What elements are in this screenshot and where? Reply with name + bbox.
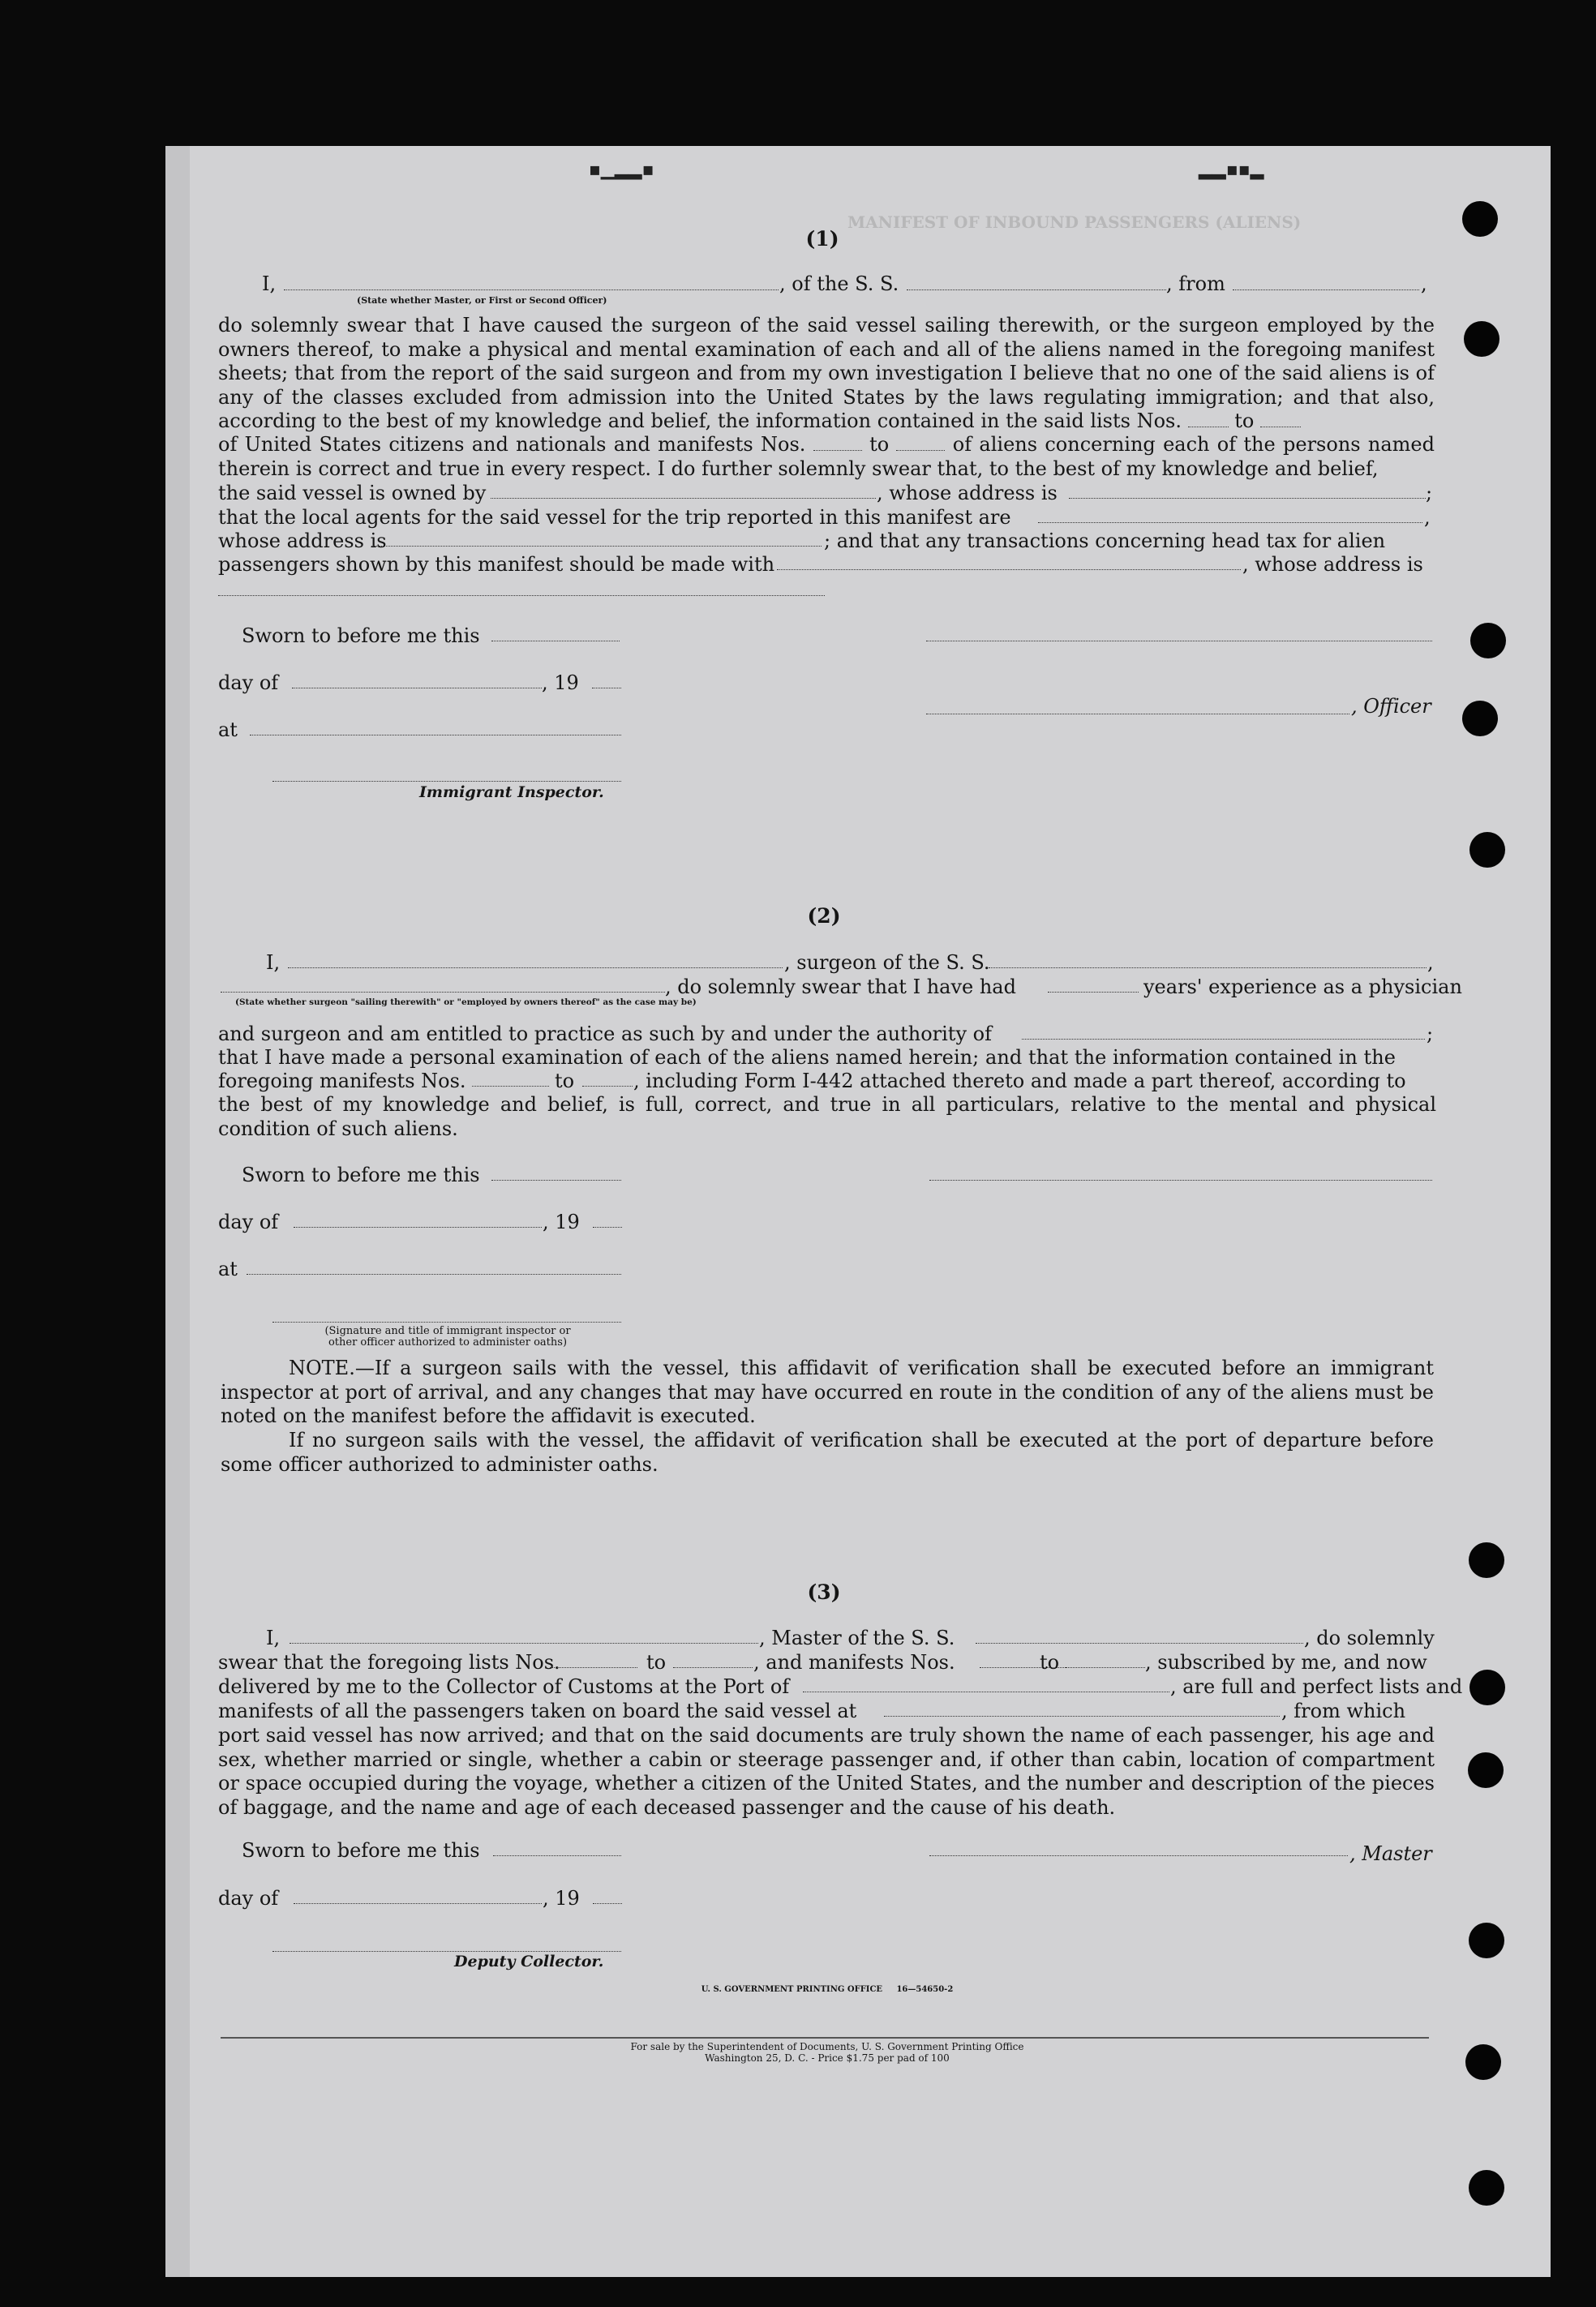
section2-day-of-label: day of	[218, 1211, 279, 1233]
head-tax-address-label: , whose address is	[1242, 553, 1423, 576]
surgeon-of-label: , surgeon of the S. S.	[784, 951, 990, 974]
section3-vessel-field[interactable]	[976, 1643, 1303, 1644]
section3-i: I,	[266, 1627, 281, 1649]
section1-year-label: , 19	[542, 671, 579, 694]
section2-manifests-to-field[interactable]	[582, 1086, 633, 1087]
punch-hole	[1468, 1752, 1504, 1788]
alien-manifests-to-field[interactable]	[896, 435, 945, 451]
section2-i: I,	[266, 951, 281, 974]
master-name-field[interactable]	[290, 1643, 758, 1644]
swear-lists-label: swear that the foregoing lists Nos.	[218, 1651, 560, 1674]
vessel-name-field[interactable]	[907, 289, 1166, 290]
head-tax-text: ; and that any transactions concerning head tax for alien	[824, 530, 1386, 552]
section3-lists-from-field[interactable]	[550, 1667, 637, 1668]
section3-body: port said vessel has now arrived; and that on the said documents are truly shown the name of each passenger, his age and sex, whether married or single, whether a cabin or steerage passenger and, if other than cabin, location of compartment or space occupied during the voyage, whether a citizen of the United States, and the number and description of the pieces of baggage, and the name and age of each deceased passenger and the cause of his death.	[218, 1724, 1435, 1819]
section2-comma: ,	[1427, 951, 1434, 974]
section3-manifests-to-field[interactable]	[1066, 1667, 1145, 1668]
master-of-label: , Master of the S. S.	[759, 1627, 955, 1649]
section1-caption: (State whether Master, or First or Second Officer)	[357, 295, 607, 306]
head-tax-party-field[interactable]	[777, 569, 1241, 570]
local-agents-field[interactable]	[1038, 522, 1422, 523]
section3-year-label: , 19	[543, 1887, 580, 1910]
punch-hole	[1462, 201, 1498, 237]
section2-caption: (State whether surgeon "sailing therewith" or "employed by owners thereof" as the case may be)	[235, 997, 697, 1007]
section3-sworn-label: Sworn to before me this	[242, 1839, 480, 1862]
punch-hole	[1465, 2044, 1501, 2080]
administering-officer-signature-field[interactable]	[272, 1322, 621, 1323]
section1-at-label: at	[218, 718, 238, 741]
authority-field[interactable]	[1022, 1039, 1425, 1040]
local-agents-comma: ,	[1424, 506, 1431, 529]
section2-note-1: NOTE.—If a surgeon sails with the vessel, this affidavit of verification shall be executed before an immigrant inspector at port of arrival, and any changes that may have occurred en route in the condition of any of the aliens must be noted on the manifest before the affidavit is executed.	[221, 1357, 1434, 1427]
section1-day-of-label: day of	[218, 671, 279, 694]
us-lists-to-field[interactable]	[1260, 412, 1301, 427]
master-signature-field[interactable]	[929, 1855, 1348, 1856]
section3-to1: to	[646, 1651, 667, 1674]
embarkation-port-field[interactable]	[884, 1716, 1280, 1717]
section1-body2a: of United States citizens and nationals and manifests Nos.	[218, 433, 806, 456]
section2-body-to: to	[555, 1070, 575, 1092]
alien-manifests-from-field[interactable]	[813, 435, 862, 451]
from-port-field[interactable]	[1233, 289, 1419, 290]
header-mark-right: ▂▂▪▪▂	[1199, 159, 1264, 180]
section2-note-2: If no surgeon sails with the vessel, the affidavit of verification shall be executed at the port of departure before some officer authorized to administer oaths.	[221, 1429, 1434, 1476]
full-perfect-text: , are full and perfect lists and	[1170, 1675, 1463, 1698]
local-agents-label: that the local agents for the said vessel for the trip reported in this manifest are	[218, 506, 1011, 529]
master-label: , Master	[1349, 1842, 1432, 1865]
section2-place-field[interactable]	[247, 1274, 621, 1275]
section1-body2b: of aliens concerning each of the persons named therein is correct and true in every respect. I do further solemnly swear that, to the best of my knowledge and belief,	[218, 433, 1435, 480]
section1-body2	[218, 433, 1435, 481]
section3-to2: to	[1040, 1651, 1060, 1674]
section2-month-field[interactable]	[294, 1227, 542, 1228]
owner-address-field[interactable]	[1069, 498, 1426, 499]
section3-heading: (3)	[807, 1580, 841, 1604]
inspector-signature-field[interactable]	[272, 781, 621, 782]
section2-year-label: , 19	[543, 1211, 580, 1233]
section2-vessel-field[interactable]	[989, 967, 1427, 968]
section3-lists-to-field[interactable]	[673, 1667, 753, 1668]
section3-year-field[interactable]	[593, 1903, 622, 1904]
and-manifests-label: , and manifests Nos.	[753, 1651, 955, 1674]
deputy-collector-signature-field[interactable]	[272, 1951, 621, 1952]
surgeon-name-field[interactable]	[288, 967, 783, 968]
do-solemnly-text: , do solemnly swear that I have had	[665, 976, 1016, 998]
section1-sworn-label: Sworn to before me this	[242, 624, 480, 647]
years-experience-field[interactable]	[1048, 992, 1139, 993]
punch-hole	[1469, 2170, 1504, 2206]
passengers-text: passengers shown by this manifest should be made with	[218, 553, 775, 576]
section2-year-field[interactable]	[593, 1227, 622, 1228]
owner-field[interactable]	[491, 498, 876, 499]
punch-hole	[1464, 321, 1499, 357]
section2-body-c: , including Form I-442 attached thereto and made a part thereof, according to	[633, 1070, 1406, 1092]
section1-line1-comma: ,	[1421, 272, 1427, 295]
section2-body-b: foregoing manifests Nos.	[218, 1070, 466, 1092]
section2-body-d: the best of my knowledge and belief, is full, correct, and true in all particulars, relative to the mental and physical condition of such aliens.	[218, 1093, 1436, 1140]
gpo-imprint: U. S. GOVERNMENT PRINTING OFFICE 16—54650-2	[701, 1985, 954, 1994]
surgeon-signature-field[interactable]	[929, 1180, 1432, 1181]
punch-hole	[1469, 1923, 1504, 1958]
owner-semicolon: ;	[1426, 482, 1433, 504]
delivered-text: delivered by me to the Collector of Customs at the Port of	[218, 1675, 790, 1698]
section3-day-of-label: day of	[218, 1887, 279, 1910]
head-tax-address-field[interactable]	[218, 595, 825, 596]
years-experience-text: years' experience as a physician	[1143, 976, 1462, 998]
punch-hole	[1470, 623, 1506, 658]
section2-sworn-label: Sworn to before me this	[242, 1164, 480, 1186]
immigrant-inspector-label: Immigrant Inspector.	[419, 783, 604, 801]
agents-address-label: whose address is	[218, 530, 387, 552]
section1-body1-to: to	[1234, 410, 1255, 432]
section2-at-label: at	[218, 1258, 238, 1280]
manifests-all-text: manifests of all the passengers taken on board the said vessel at	[218, 1700, 857, 1722]
sale-line-2: Washington 25, D. C. - Price $1.75 per pad of 100	[705, 2052, 950, 2064]
authority-semicolon: ;	[1427, 1023, 1434, 1045]
surgeon-status-field[interactable]	[221, 992, 665, 993]
us-lists-from-field[interactable]	[1188, 412, 1229, 427]
section1-body2-to: to	[869, 433, 890, 456]
section2-sworn-day-field[interactable]	[491, 1180, 621, 1181]
deputy-collector-label: Deputy Collector.	[454, 1953, 604, 1970]
section1-line1-i: I,	[262, 272, 277, 295]
header-mark-left: ▪▁▂▂▪	[589, 159, 654, 180]
owned-by-label: the said vessel is owned by	[218, 482, 487, 504]
section2-body-a: that I have made a personal examination of each of the aliens named herein; and that the information contained in the	[218, 1046, 1396, 1069]
sig-caption-2: other officer authorized to administer oaths)	[328, 1336, 568, 1349]
section1-line1-from: , from	[1166, 272, 1225, 295]
section3-do-solemnly: , do solemnly	[1304, 1627, 1435, 1649]
section2-manifests-from-field[interactable]	[472, 1086, 549, 1087]
officer-label: , Officer	[1351, 695, 1431, 718]
section3-sworn-day-field[interactable]	[493, 1855, 621, 1856]
punch-hole	[1469, 1670, 1505, 1705]
footer-rule	[221, 2037, 1429, 2039]
section1-body1-text: do solemnly swear that I have caused the surgeon of the said vessel sailing therewith, or the surgeon employed by the owners thereof, to make a physical and mental examination of each and all of the aliens named in the foregoing manifest sheets; that from the report of the said surgeon and from my own investigation I believe that no one of the said aliens is of any of the classes excluded from admission into the United States by the laws regulating immigration; and that also, according to the best of my knowledge and belief, the information contained in the said lists Nos.	[218, 314, 1435, 432]
bleed-through-title: MANIFEST OF INBOUND PASSENGERS (ALIENS)	[847, 212, 1302, 232]
officer-rank-field[interactable]	[284, 289, 779, 290]
sig-caption-1: (Signature and title of immigrant inspector or	[324, 1325, 571, 1337]
agents-address-field[interactable]	[371, 546, 822, 547]
section1-line1-ss: , of the S. S.	[779, 272, 899, 295]
punch-hole	[1469, 1542, 1504, 1578]
section1-body1	[218, 314, 1435, 434]
punch-hole	[1462, 701, 1498, 736]
owner-address-label: , whose address is	[877, 482, 1058, 504]
punch-hole	[1469, 832, 1505, 868]
section3-month-field[interactable]	[294, 1903, 542, 1904]
sale-line-1: For sale by the Superintendent of Documents, U. S. Government Printing Office	[630, 2041, 1024, 2052]
from-which-text: , from which	[1281, 1700, 1406, 1722]
subscribed-text: , subscribed by me, and now	[1145, 1651, 1427, 1674]
section1-heading: (1)	[805, 227, 839, 251]
authority-label: and surgeon and am entitled to practice as such by and under the authority of	[218, 1023, 992, 1045]
section2-heading: (2)	[807, 904, 841, 928]
